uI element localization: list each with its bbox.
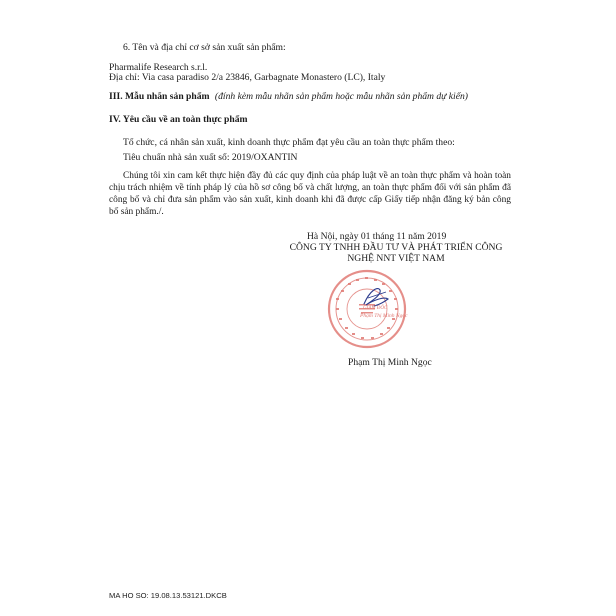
company-name-line1: CÔNG TY TNHH ĐẦU TƯ VÀ PHÁT TRIỂN CÔNG xyxy=(289,242,503,253)
section-4-line2: Tiêu chuẩn nhà sản xuất số: 2019/OXANTIN xyxy=(123,152,298,163)
manufacturer-address: Địa chỉ: Via casa paradiso 2/a 23846, Garbagnate Monastero (LC), Italy xyxy=(109,72,386,83)
manufacturer-name: Pharmalife Research s.r.l. xyxy=(109,62,208,73)
section-4-title: IV. Yêu cầu về an toàn thực phẩm xyxy=(109,114,248,125)
section-6-heading: 6. Tên và địa chỉ cơ sở sản xuất sản phẩm: xyxy=(123,42,286,53)
stamp-name-text: Phạm Thị Minh Ngọc xyxy=(360,313,408,319)
commitment-paragraph: Chúng tôi xin cam kết thực hiện đầy đủ các quy định của pháp luật về an toàn thực phẩm và hoàn toàn chịu trách nhiệm về tính pháp lý của hồ sơ công bố và chất lượng, an toàn thực phẩm đối với sản phẩm đã công bố và chỉ đưa sản phẩm vào sản xuất, kinh doanh khi đã được cấp Giấy tiếp nhận đăng ký bản công bố sản phẩm./. xyxy=(109,171,511,217)
company-name-line2: NGHỆ NNT VIỆT NAM xyxy=(347,253,445,264)
section-3-note: (đính kèm mẫu nhãn sản phẩm hoặc mẫu nhãn sản phẩm dự kiến) xyxy=(214,91,468,102)
section-3-heading xyxy=(109,91,468,103)
signer-name: Phạm Thị Minh Ngọc xyxy=(348,357,432,368)
dossier-code-footer: MA HO SO: 19.08.13.53121.DKCB xyxy=(109,591,227,600)
section-4-line1: Tổ chức, cá nhân sản xuất, kinh doanh thực phẩm đạt yêu cầu an toàn thực phẩm theo: xyxy=(123,137,455,148)
signing-date: Hà Nội, ngày 01 tháng 11 năm 2019 xyxy=(307,231,447,242)
section-3-title: III. Mẫu nhãn sản phẩm xyxy=(109,91,210,102)
stamp-role-text: GIÁM ĐỐC xyxy=(363,306,388,311)
